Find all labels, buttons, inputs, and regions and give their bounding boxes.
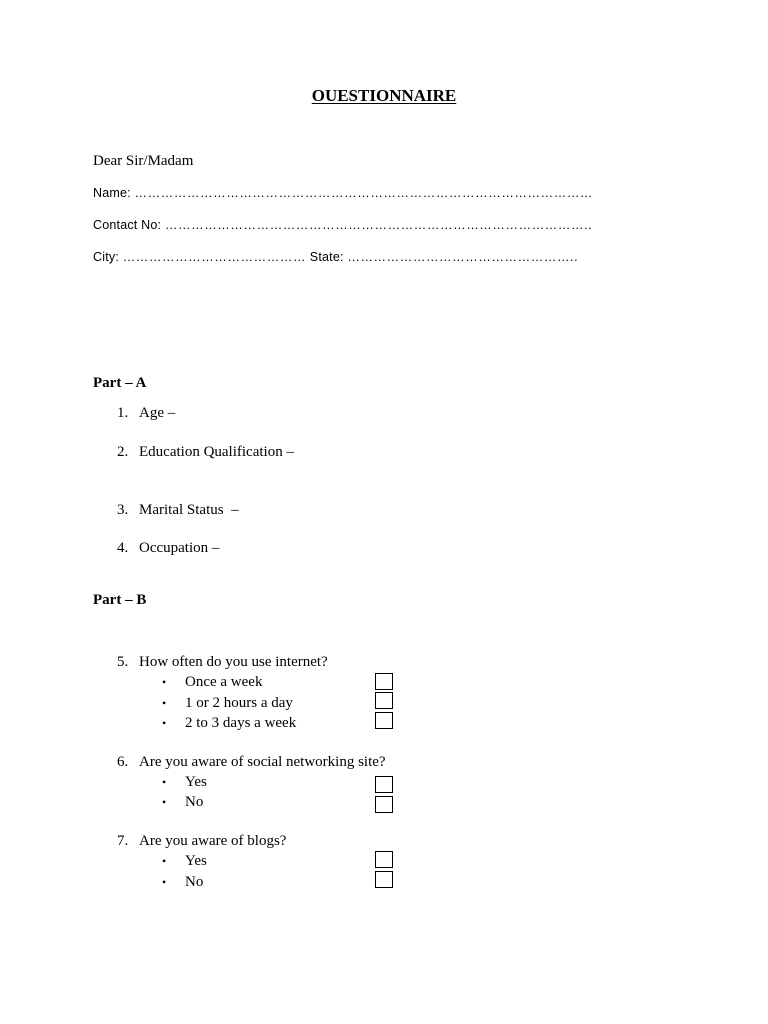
- question-number: 1.: [117, 405, 129, 421]
- question-number: 4.: [117, 540, 129, 556]
- option-label: 2 to 3 days a week: [185, 715, 297, 731]
- question-1: [117, 405, 175, 422]
- question-4: [117, 540, 219, 557]
- option-2-to-3-days: [162, 715, 166, 732]
- question-number: 5.: [117, 654, 129, 670]
- question-text: Age –: [139, 405, 176, 421]
- option-once-a-week: [162, 674, 166, 691]
- checkbox-social-yes[interactable]: [375, 776, 393, 793]
- contact-field[interactable]: [93, 218, 592, 232]
- question-text: Occupation –: [139, 540, 220, 556]
- question-text: Education Qualification –: [139, 444, 294, 460]
- option-no: [162, 794, 166, 811]
- option-label: 1 or 2 hours a day: [185, 695, 293, 711]
- city-state-field[interactable]: [93, 250, 578, 264]
- checkbox-blogs-no[interactable]: [375, 871, 393, 888]
- name-label: Name:: [93, 186, 131, 200]
- contact-label: Contact No:: [93, 218, 162, 232]
- greeting: Dear Sir/Madam: [93, 153, 194, 169]
- page-title: OUESTIONNAIRE: [311, 86, 457, 105]
- checkbox-once-a-week[interactable]: [375, 673, 393, 690]
- bullet-icon: •: [162, 775, 167, 789]
- contact-dotted-line: ……………………………………………………………………………………..: [164, 218, 593, 232]
- option-yes: [162, 853, 166, 870]
- state-label: State:: [309, 250, 344, 264]
- name-field[interactable]: [93, 186, 593, 200]
- question-text: Marital Status –: [139, 502, 239, 518]
- question-text: How often do you use internet?: [139, 654, 328, 670]
- bullet-icon: •: [162, 675, 167, 689]
- question-number: 7.: [117, 833, 129, 849]
- question-text: Are you aware of social networking site?: [139, 754, 386, 770]
- question-number: 3.: [117, 502, 129, 518]
- option-label: Yes: [185, 774, 207, 790]
- city-dotted-line: ……………………………………: [122, 250, 307, 264]
- part-b-heading: Part – B: [93, 592, 147, 608]
- question-2: [117, 444, 294, 461]
- question-3: [117, 502, 239, 519]
- bullet-icon: •: [162, 854, 167, 868]
- question-number: 6.: [117, 754, 129, 770]
- checkbox-1-or-2-hours[interactable]: [375, 692, 393, 709]
- bullet-icon: •: [162, 795, 167, 809]
- bullet-icon: •: [162, 716, 167, 730]
- checkbox-social-no[interactable]: [375, 796, 393, 813]
- question-6: [117, 754, 386, 771]
- bullet-icon: •: [162, 875, 167, 889]
- option-label: No: [185, 874, 204, 890]
- name-dotted-line: ……………………………………………………………………………………………: [134, 186, 594, 200]
- option-label: Yes: [185, 853, 207, 869]
- question-text: Are you aware of blogs?: [139, 833, 287, 849]
- option-yes: [162, 774, 166, 791]
- bullet-icon: •: [162, 696, 167, 710]
- city-label: City:: [93, 250, 119, 264]
- question-number: 2.: [117, 444, 129, 460]
- state-dotted-line: ……………………………………………..: [347, 250, 579, 264]
- question-5: [117, 654, 328, 671]
- checkbox-blogs-yes[interactable]: [375, 851, 393, 868]
- option-label: No: [185, 794, 204, 810]
- question-7: [117, 833, 286, 850]
- checkbox-2-to-3-days[interactable]: [375, 712, 393, 729]
- part-a-heading: Part – A: [93, 375, 147, 391]
- option-label: Once a week: [185, 674, 263, 690]
- option-no: [162, 874, 166, 891]
- option-1-or-2-hours: [162, 695, 166, 712]
